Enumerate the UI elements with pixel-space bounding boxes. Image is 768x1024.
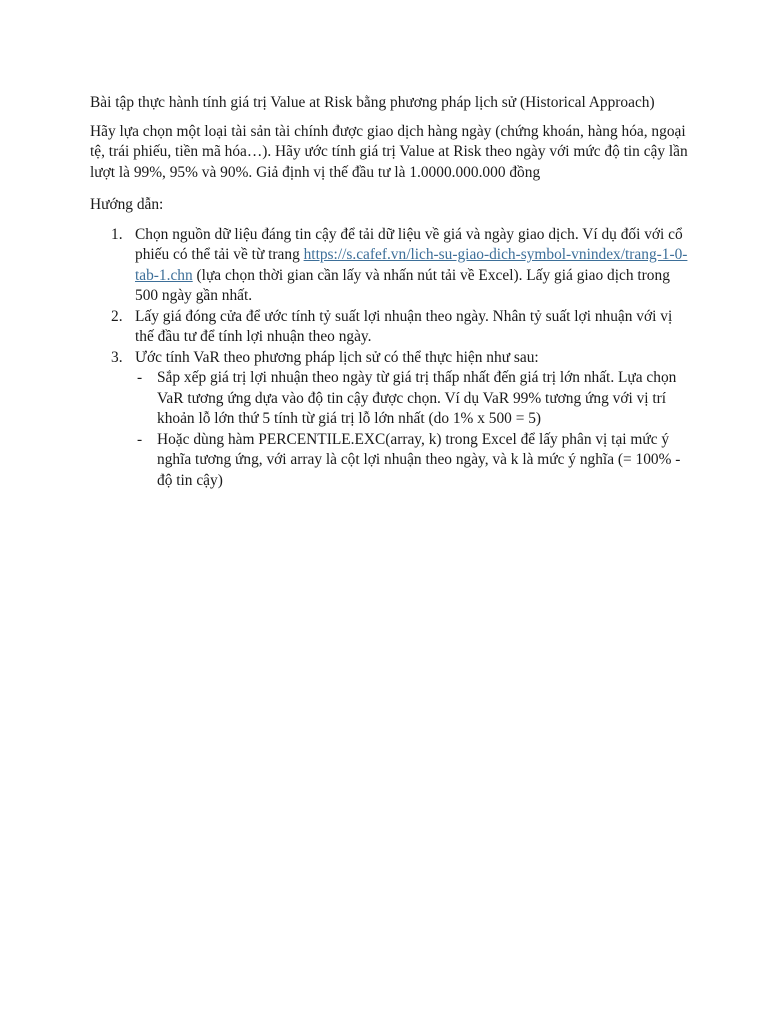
step-text: Chọn nguồn dữ liệu đáng tin cậy để tải dữ liệu về giá và ngày giao dịch. Ví dụ đối với cổ phiếu có thể tải về từ trang — [135, 225, 683, 263]
dash-bullet: - — [137, 430, 143, 448]
instruction-list — [90, 225, 690, 492]
list-number: 3. — [111, 348, 123, 366]
sub-item-text: Hoặc dùng hàm PERCENTILE.EXC(array, k) trong Excel để lấy phân vị tại mức ý nghĩa tương ứng, với array là cột lợi nhuận theo ngày, và k là mức ý nghĩa (= 100% - độ tin cậy) — [157, 430, 681, 489]
list-number: 1. — [111, 225, 123, 243]
step-text: Ước tính VaR theo phương pháp lịch sử có thể thực hiện như sau: — [135, 348, 539, 366]
cafef-link[interactable]: https://s.cafef.vn/lich-su-giao-dich-symbol-vnindex/trang-1-0-tab-1.chn — [135, 246, 688, 284]
sub-list-item — [137, 368, 690, 430]
step-text: (lựa chọn thời gian cần lấy và nhấn nút tải về Excel). Lấy giá giao dịch trong 500 ngày gần nhất. — [135, 266, 670, 304]
list-item — [111, 225, 690, 307]
sub-item-text: Sắp xếp giá trị lợi nhuận theo ngày từ giá trị thấp nhất đến giá trị lớn nhất. Lựa chọn VaR tương ứng dựa vào độ tin cậy được chọn. Ví dụ VaR 99% tương ứng với vị trí khoản lỗ lớn thứ 5 tính từ giá trị lỗ lớn nhất (do 1% x 500 = 5) — [157, 369, 677, 427]
dash-bullet: - — [137, 369, 143, 386]
document-title: Bài tập thực hành tính giá trị Value at Risk bằng phương pháp lịch sử (Historical Approach) — [90, 94, 655, 111]
guide-heading: Hướng dẫn: — [90, 196, 164, 213]
sub-list-item — [137, 430, 690, 492]
list-item — [111, 307, 690, 348]
document-page — [90, 93, 690, 491]
intro-paragraph: Hãy lựa chọn một loại tài sản tài chính được giao dịch hàng ngày (chứng khoán, hàng hóa, ngoại tệ, trái phiếu, tiền mã hóa…). Hãy ước tính giá trị Value at Risk theo ngày với mức độ tin cậy lần lượt là 99%, 95% và 90%. Giả định vị thế đầu tư là 1.0000.000.000 đồng — [90, 122, 688, 181]
list-item — [111, 348, 690, 492]
sub-list — [135, 368, 690, 491]
step-text: Lấy giá đóng cửa để ước tính tỷ suất lợi nhuận theo ngày. Nhân tỷ suất lợi nhuận với vị thế đầu tư để tính lợi nhuận theo ngày. — [135, 307, 673, 345]
list-number: 2. — [111, 307, 123, 325]
